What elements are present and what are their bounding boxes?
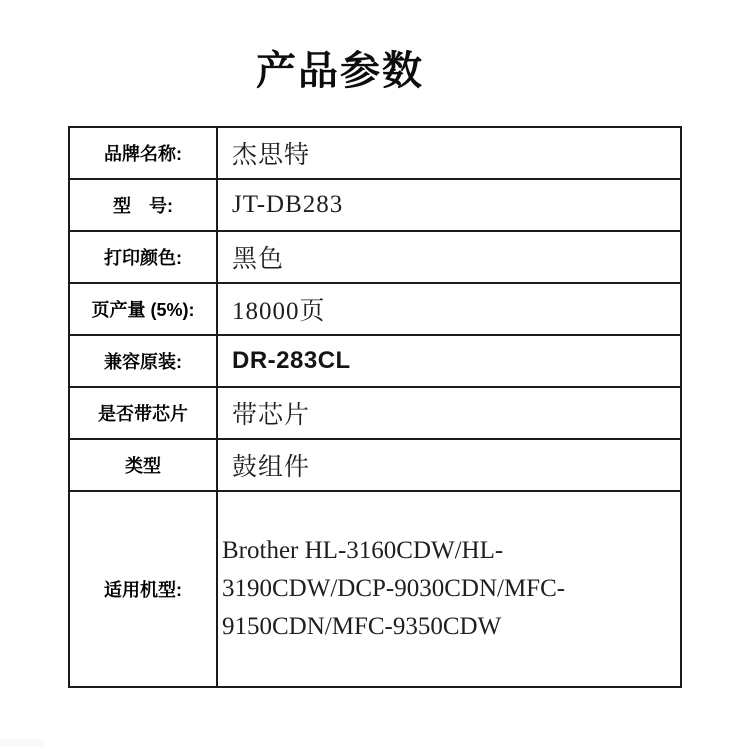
table-row-model (70, 180, 680, 232)
model-value: JT-DB283 (232, 191, 344, 218)
table-row-compatible-printers (70, 492, 680, 686)
page-title: 产品参数 (256, 47, 424, 94)
page-yield-value: 18000页 (232, 298, 326, 325)
chip-value: 带芯片 (232, 402, 311, 429)
table-row-type (70, 440, 680, 492)
product-parameters-table (68, 126, 682, 688)
corner-artifact (0, 739, 45, 747)
compatible-oem-value: DR-283CL (232, 347, 351, 374)
table-row-compatible-oem (70, 336, 680, 388)
print-color-value: 黑色 (232, 246, 285, 273)
compatible-oem-label: 兼容原装: (70, 336, 218, 386)
page-yield-label: 页产量 (5%): (70, 284, 218, 334)
chip-label: 是否带芯片 (70, 388, 218, 438)
table-row-print-color (70, 232, 680, 284)
model-label: 型 号: (70, 180, 218, 230)
brand-label: 品牌名称: (70, 128, 218, 178)
compatible-printers-value: Brother HL-3160CDW/HL-3190CDW/DCP-9030CDN/MFC-9150CDN/MFC-9350CDW (222, 537, 566, 640)
table-row-brand (70, 128, 680, 180)
type-label: 类型 (70, 440, 218, 490)
print-color-label: 打印颜色: (70, 232, 218, 282)
type-value: 鼓组件 (232, 454, 311, 481)
table-row-page-yield (70, 284, 680, 336)
compatible-printers-label: 适用机型: (70, 492, 218, 686)
brand-value: 杰思特 (232, 142, 311, 169)
table-row-chip (70, 388, 680, 440)
